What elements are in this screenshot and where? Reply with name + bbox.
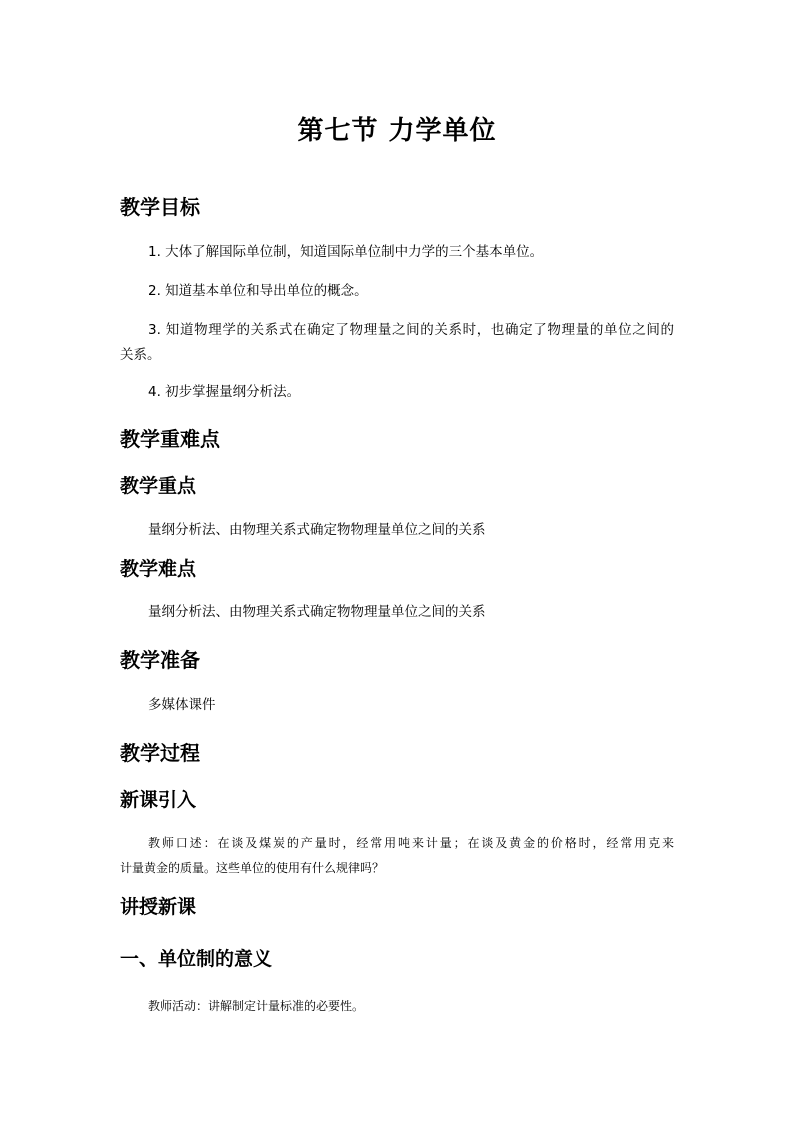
process-heading: 教学过程 (120, 741, 200, 765)
intro-text-line-1: 教师口述：在谈及煤炭的产量时，经常用吨来计量；在谈及黄金的价格时，经常用克来 (148, 836, 674, 850)
key-difficult-heading: 教学重难点 (120, 427, 220, 451)
objective-item-3: 3. 知道物理学的关系式在确定了物理量之间的关系时，也确定了物理量的单位之间的 (148, 322, 674, 338)
difficult-points-text: 量纲分析法、由物理关系式确定物物理量单位之间的关系 (148, 604, 486, 620)
page-title: 第七节 力学单位 (297, 116, 497, 146)
objectives-heading: 教学目标 (120, 195, 200, 219)
intro-heading: 新课引入 (120, 789, 197, 811)
section-1-text: 教师活动：讲解制定计量标准的必要性。 (148, 999, 365, 1013)
section-1-heading: 一、单位制的意义 (120, 948, 273, 970)
objective-item-3-cont: 关系。 (120, 347, 161, 363)
difficult-points-heading: 教学难点 (120, 558, 197, 580)
new-lesson-heading: 讲授新课 (120, 896, 197, 918)
key-points-text: 量纲分析法、由物理关系式确定物物理量单位之间的关系 (148, 522, 486, 538)
objective-item-2: 2. 知道基本单位和导出单位的概念。 (148, 283, 368, 299)
preparation-heading: 教学准备 (120, 648, 200, 672)
key-points-heading: 教学重点 (120, 475, 197, 497)
preparation-text: 多媒体课件 (148, 697, 216, 713)
intro-text-line-2: 计量黄金的质量。这些单位的使用有什么规律吗？ (120, 861, 385, 875)
objective-item-1: 1. 大体了解国际单位制，知道国际单位制中力学的三个基本单位。 (148, 244, 544, 260)
objective-item-4: 4. 初步掌握量纲分析法。 (148, 384, 301, 400)
